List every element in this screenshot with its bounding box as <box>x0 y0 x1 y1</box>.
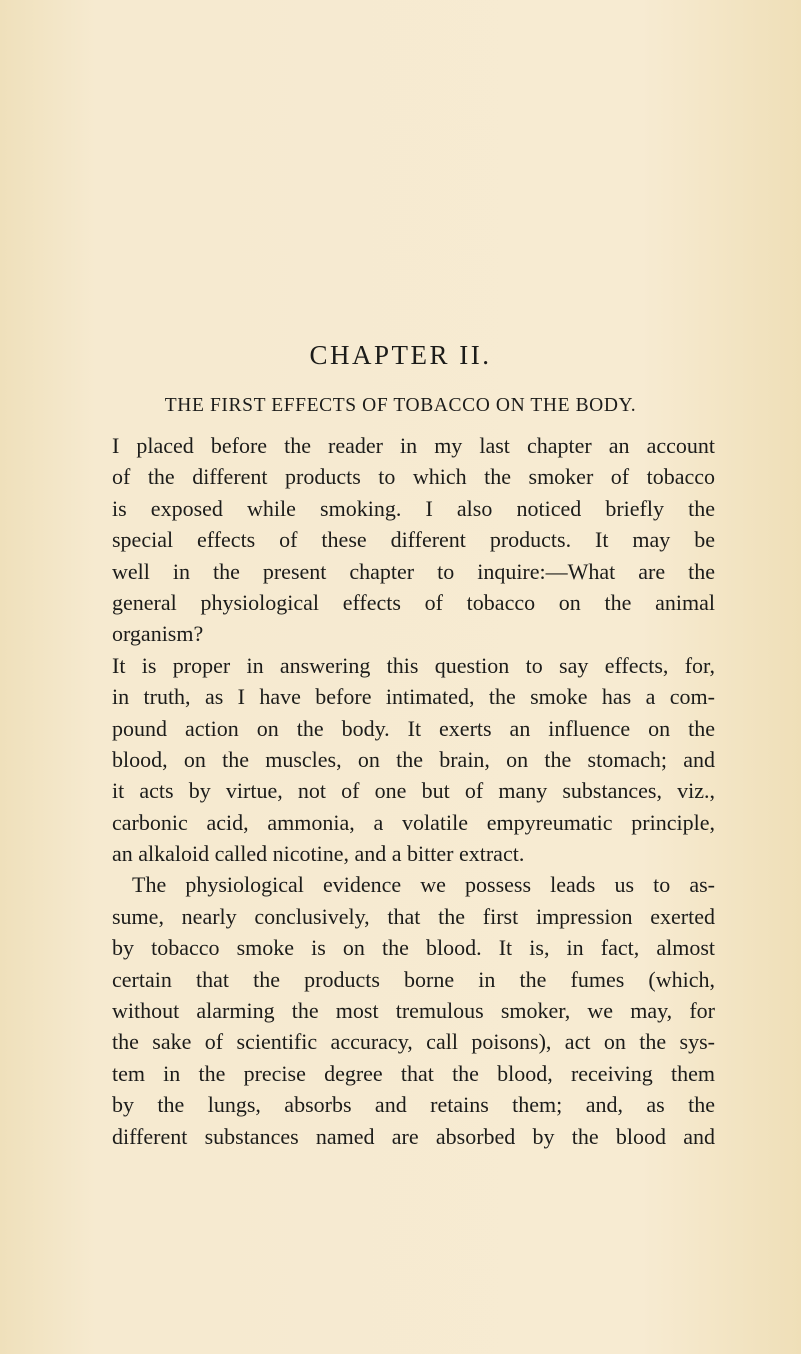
text-line: an alkaloid called nicotine, and a bitter extract. <box>112 841 525 867</box>
text-line: organism? <box>112 621 204 647</box>
chapter-heading: CHAPTER II. <box>309 340 492 370</box>
text-line: special effects of these different products. It may be <box>112 527 715 553</box>
paragraph-3 <box>112 869 715 1152</box>
text-line: of the different products to which the smoker of tobacco <box>112 464 715 490</box>
text-line: by tobacco smoke is on the blood. It is, in fact, almost <box>112 935 715 961</box>
text-line: it acts by virtue, not of one but of many substances, viz., <box>112 778 715 804</box>
text-line: blood, on the muscles, on the brain, on the stomach; and <box>112 746 715 772</box>
text-line: sume, nearly conclusively, that the first impression exerted <box>112 903 715 929</box>
paragraph-1 <box>112 430 715 650</box>
text-line: I placed before the reader in my last chapter an account <box>112 433 715 458</box>
text-line: general physiological effects of tobacco on the animal <box>112 589 715 615</box>
body-text <box>112 430 715 1152</box>
text-line: The physiological evidence we possess leads us to as- <box>132 872 715 898</box>
text-line: well in the present chapter to inquire:—What are the <box>112 558 715 584</box>
text-line: without alarming the most tremulous smoker, we may, for <box>112 998 715 1024</box>
text-line: pound action on the body. It exerts an influence on the <box>112 715 715 741</box>
text-line: different substances named are absorbed by the blood and <box>112 1123 715 1149</box>
paragraph-2 <box>112 650 715 870</box>
text-line: by the lungs, absorbs and retains them; and, as the <box>112 1092 715 1118</box>
text-line: the sake of scientific accuracy, call poisons), act on the sys- <box>112 1029 715 1055</box>
text-line: tem in the precise degree that the blood, receiving them <box>112 1060 715 1086</box>
chapter-title: THE FIRST EFFECTS OF TOBACCO ON THE BODY. <box>164 395 637 416</box>
text-line: is exposed while smoking. I also noticed briefly the <box>112 495 715 521</box>
text-line: in truth, as I have before intimated, the smoke has a com- <box>112 684 715 710</box>
text-line: It is proper in answering this question to say effects, for, <box>112 652 715 678</box>
text-line: certain that the products borne in the fumes (which, <box>112 966 715 992</box>
text-line: carbonic acid, ammonia, a volatile empyreumatic principle, <box>112 809 715 835</box>
